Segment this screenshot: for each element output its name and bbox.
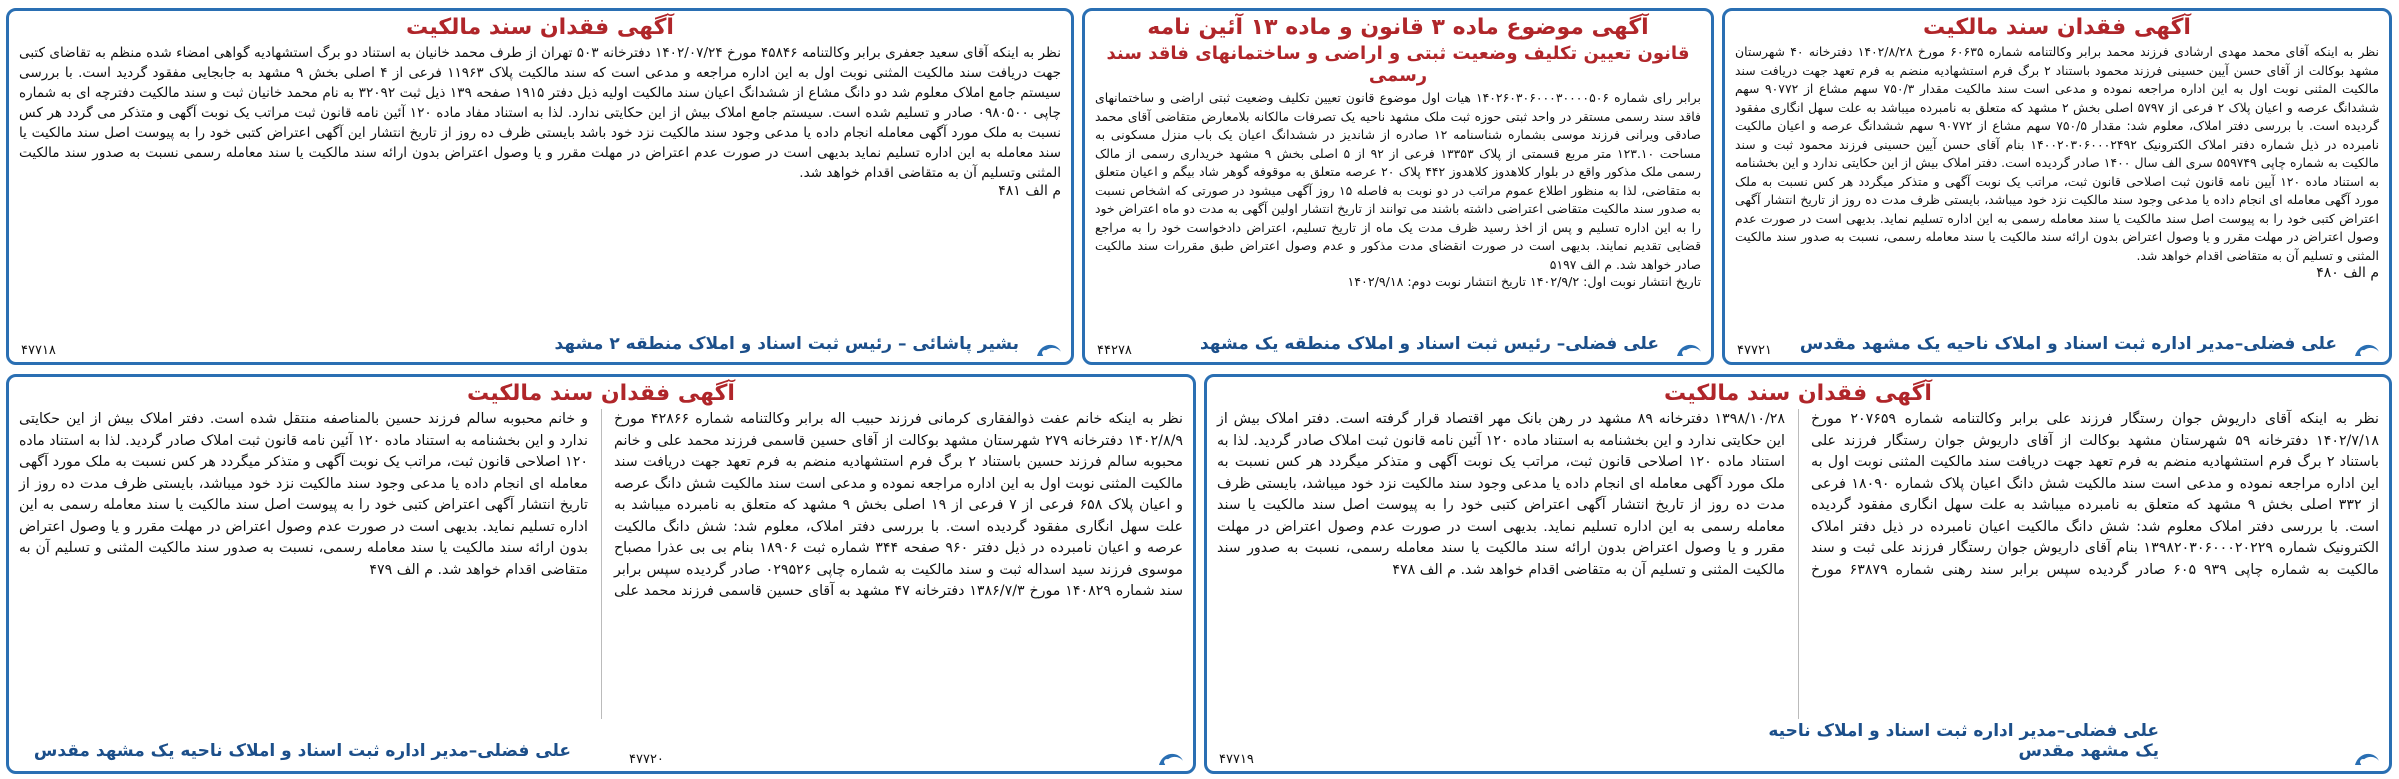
ad-title: آگهی فقدان سند مالکیت xyxy=(406,15,674,40)
swirl-ornament-icon xyxy=(1155,747,1187,769)
ad-title: آگهی فقدان سند مالکیت xyxy=(1664,381,1932,406)
ad-code: ۴۷۷۱۹ xyxy=(1219,752,1254,767)
ad-title: آگهی فقدان سند مالکیت xyxy=(1923,15,2191,40)
ad-body-text: برابر رای شماره ۱۴۰۲۶۰۳۰۶۰۰۰۳۰۰۰۰۵۰۶ هیات اول موضوع قانون تعیین تکلیف وضعیت ثبتی اراضی و ساختمانهای فاقد سند رسمی مستقر در واحد ثبتی حوزه ثبت ملک مشهد ناحیه یک تصرفات مالکانه بلامعارض متقاضی آقای محمد صادقی ویرانی فرزند موسی بشماره شناسنامه ۱۲ صادره از شاندیز در ششدانگ اعیان یک باب منزل مسکونی به مساحت ۱۲۳.۱۰ متر مربع قسمتی از پلاک ۱۳۳۵۳ فرعی از ۹۲ از ۵ اصلی بخش ۹ مشهد خریداری رسمی از مالک رسمی ملک مذکور واقع در بلوار کلاهدوز کلاهدوز ۴۴۲ پلاک ۲۰ عرصه متعلق به موقوفه گوهر شاد بیگم و اعیان متعلق به متقاضی، لذا به منظور اطلاع عموم مراتب در دو نوبت به فاصله ۱۵ روز آگهی میشود در صورتی که اشخاص نسبت به صدور سند مالکیت متقاضی اعتراضی داشته باشند می توانند از تاریخ انتشار اولین آگهی به مدت دو ماه اعتراض خود را به این اداره تسلیم و پس از اخذ رسید ظرف مدت یک ماه از تاریخ تسلیم، اعتراض دادخواست خود را به مراجع قضایی تقدیم نمایند. بدیهی است در صورت انقضای مدت مذکور و عدم وصول اعتراض طبق مقررات سند مالکیت صادر خواهد شد. م الف ۵۱۹۷ xyxy=(1095,90,1702,272)
ad-code: ۴۷۷۲۱ xyxy=(1737,343,1772,358)
ad-body-text: نظر به اینکه خانم عفت ذوالفقاری کرمانی فرزند حبیب اله برابر وکالتنامه شماره ۴۲۸۶۶ مورخ ۱۴۰۲/۸/۹ دفترخانه ۲۷۹ شهرستان مشهد بوکالت از آقای حسین قاسمی فرزند محمد علی و خانم محبوبه سالم فرزند حسین باستناد ۲ برگ فرم استشهادیه منضم به فرم تعهد جهت دریافت سند مالکیت المثنی نوبت اول به این اداره مراجعه نموده و مدعی است سند مالکیت شش دانگ عرصه و اعیان پلاک ۶۵۸ فرعی از ۷ فرعی از ۱۹ اصلی بخش ۹ مشهد که متعلق به نامبرده میباشد به علت سهل انگاری مفقود گردیده است. با بررسی دفتر املاک، معلوم شد: شش دانگ مالکیت عرصه و اعیان نامبرده در ذیل دفتر ۹۶۰ صفحه ۳۴۴ شماره ثبت ۱۸۹۰۶ بنام بی بی عذرا مصباح موسوی فرزند سید اسداله ثبت و سند مالکیت به شماره چاپی ۰۲۹۵۲۶ صادر گردیده سپس برابر سند شماره ۱۴۰۸۲۹ مورخ ۱۳۸۶/۷/۳ دفترخانه ۴۷ مشهد به آقای حسین قاسمی فرزند محمد علی و خانم محبوبه سالم فرزند حسین بالمناصفه منتقل شده است. دفتر املاک بیش از این حکایتی ندارد و این بخشنامه به استناد ماده ۱۲۰ آئین نامه قانون ثبت املاک صادر گردید. لذا به استناد ماده ۱۲۰ اصلاحی قانون ثبت، مراتب یک نوبت آگهی و متذکر میگردد هر کس نسبت به ملک مورد آگهی معامله ای انجام داده یا مدعی وجود سند مالکیت نزد خود میباشد، بایستی ظرف مدت ده روز از تاریخ انتشار آگهی اعتراض کتبی خود را به پیوست اصل سند مالکیت یا سند معامله رسمی به این اداره تسلیم نماید. بدیهی است در صورت عدم وصول اعتراض در مهلت مقرر و یا وصول اعتراض بدون ارائه سند مالکیت یا سند معامله رسمی، نسبت به صدور سند مالکیت المثنی و تسلیم آن به متقاضی اقدام خواهد شد. م الف ۴۷۹ xyxy=(19,411,1184,599)
swirl-ornament-icon xyxy=(1673,338,1705,360)
ad-subtitle: قانون تعیین تکلیف وضعیت ثبتی و اراضی و ساختمانهای فاقد سند رسمی xyxy=(1106,43,1690,86)
ad-signature: بشیر پاشائی – رئیس ثبت اسناد و املاک منطقه ۲ مشهد xyxy=(554,334,1019,354)
ad-body xyxy=(9,409,1193,719)
ad-title: آگهی فقدان سند مالکیت xyxy=(467,381,735,406)
ad-top-middle xyxy=(1082,8,1714,365)
ad-top-right xyxy=(1722,8,2392,365)
ad-ref: تاریخ انتشار نوبت اول: ۱۴۰۲/۹/۲ تاریخ انتشار نوبت دوم: ۱۴۰۲/۹/۱۸ xyxy=(1347,274,1701,289)
ad-bottom-left xyxy=(6,374,1196,774)
ad-body xyxy=(9,43,1071,183)
ad-body-text: نظر به اینکه آقای سعید جعفری برابر وکالتنامه ۴۵۸۴۶ مورخ ۱۴۰۲/۰۷/۲۴ دفترخانه ۵۰۳ تهران از طرف محمد خانیان به استناد دو برگ استشهادیه گواهی امضاء شده منظم به تقاضای کتبی جهت دریافت سند مالکیت المثنی نوبت اول به این اداره مراجعه و مدعی است که سند مالکیت پلاک ۱۱۹۶۳ فرعی از ۴ اصلی بخش ۹ مشهد به جابجایی مفقود گردید است. با بررسی سیستم جامع املاک معلوم شد دو دانگ مشاع از ششدانگ اعیان سند مالکیت اولیه ذیل دفتر ۱۹۱۵ صفحه ۱۳۹ ذیل ثبت ۳۲۰۹۲ به نام محمد خانیان ثبت و سند مالکیت دفترچه ای به شماره چاپی ۰۹۸۰۵۰۰ صادر و تسلیم شده است. سیستم جامع املاک بیش از این حکایتی ندارد. لذا به استناد مفاد ماده ۱۲۰ آئین نامه قانون ثبت مراتب یک نوبت آگهی و متذکر می گردد هر کس نسبت به ملک مورد آگهی معامله انجام داده یا مدعی وجود سند مالکیت نزد خود باشد بایستی ظرف ده روز از تاریخ انتشار این آگهی اعتراض کتبی خود را به پیوست اصل سند مالکیت یا سند معامله به این اداره تسلیم نماید بدیهی است در صورت عدم اعتراض در مهلت مقرر و یا وصول اعتراض بدون ارائه سند مالکیت یا سند معامله رسمی نسبت به صدور سند مالکیت المثنی وتسلیم آن به متقاضی اقدام خواهد شد. xyxy=(19,45,1062,181)
ad-body xyxy=(1085,89,1711,274)
ad-body-text: نظر به اینکه آقای داریوش جوان رستگار فرزند علی برابر وکالتنامه شماره ۲۰۷۶۵۹ مورخ ۱۴۰۲/۷/۱۸ دفترخانه ۵۹ شهرستان مشهد بوکالت از آقای داریوش جوان رستگار فرزند علی باستناد ۲ برگ فرم استشهادیه منضم به فرم تعهد جهت دریافت سند مالکیت المثنی نوبت اول به این اداره مراجعه نموده و مدعی است سند مالکیت شش دانگ اعیان پلاک شماره ۱۸۰۹۰ فرعی از ۳۳۲ اصلی بخش ۹ مشهد که متعلق به نامبرده میباشد به علت سهل انگاری مفقود گردیده است. با بررسی دفتر املاک معلوم شد: شش دانگ مالکیت اعیان نامبرده در ذیل دفتر املاک الکترونیک شماره ۱۳۹۸۲۰۳۰۶۰۰۰۲۰۲۲۹ بنام آقای داریوش جوان رستگار فرزند علی ثبت و سند مالکیت به شماره چاپی ۹۳۹ ۶۰۵ صادر گردیده سپس برابر سند رهنی شماره ۶۳۸۷۹ مورخ ۱۳۹۸/۱۰/۲۸ دفترخانه ۸۹ مشهد در رهن بانک مهر اقتصاد قرار گرفته است. دفتر املاک بیش از این حکایتی ندارد و این بخشنامه به استناد ماده ۱۲۰ آئین نامه قانون ثبت املاک صادر گردید. لذا به استناد ماده ۱۲۰ اصلاحی قانون ثبت، مراتب یک نوبت آگهی و متذکر میگردد هر کس نسبت به ملک مورد آگهی معامله ای انجام داده یا مدعی وجود سند مالکیت نزد خود میباشد، بایستی ظرف مدت ده روز از تاریخ انتشار آگهی اعتراض کتبی خود را به پیوست اصل سند مالکیت یا سند معامله رسمی به این اداره تسلیم نماید. بدیهی است در صورت عدم وصول اعتراض در مهلت مقرر و یا وصول اعتراض بدون ارائه سند مالکیت یا سند معامله رسمی، نسبت به صدور سند مالکیت المثنی و تسلیم آن به متقاضی اقدام خواهد شد. م الف ۴۷۸ xyxy=(1217,411,2379,578)
ad-code: ۴۷۷۱۸ xyxy=(21,343,56,358)
ad-bottom-right xyxy=(1204,374,2392,774)
ad-ref: م الف ۴۸۰ xyxy=(2316,265,2379,281)
ad-body xyxy=(1725,43,2389,265)
ad-title: آگهی موضوع ماده ۳ قانون و ماده ۱۳ آئین نامه xyxy=(1147,15,1649,40)
ad-signature: علی فضلی–مدیر اداره ثبت اسناد و املاک ناحیه یک مشهد مقدس xyxy=(1768,721,2159,761)
swirl-ornament-icon xyxy=(2351,747,2383,769)
ad-body-text: نظر به اینکه آقای محمد مهدی ارشادی فرزند محمد برابر وکالتنامه شماره ۶۰۶۳۵ مورخ ۱۴۰۲/۸/۲۸ دفترخانه ۴۰ شهرستان مشهد بوکالت از آقای حسن آیین حسینی فرزند محمود باستناد ۲ برگ فرم استشهادیه منضم به فرم تعهد جهت دریافت سند مالکیت المثنی نوبت اول به این اداره مراجعه نموده و مدعی است سند مالکیت مقدار ۷۵۰/۳ سهم مشاع از ۹۰۷۷۲ سهم ششدانگ عرصه و اعیان پلاک ۲ فرعی از ۵۷۹۷ اصلی بخش ۲ مشهد که متعلق به نامبرده میباشد به علت سهل انگاری مفقود گردیده است. با بررسی دفتر املاک، معلوم شد: مقدار ۷۵۰/۵ سهم مشاع از ۹۰۷۷۲ سهم ششدانگ عرصه و اعیان مالکیت نامبرده در ذیل شماره دفتر املاک الکترونیک ۱۴۰۰۲۰۳۰۶۰۰۰۲۴۹۲ بنام آقای حسن آیین حسینی فرزند محمود ثبت و سند مالکیت به شماره چاپی ۵۵۹۷۴۹ سری الف سال ۱۴۰۰ صادر گردیده است. دفتر املاک بیش از این حکایتی ندارد و این بخشنامه به استناد ماده ۱۲۰ آیین نامه قانون ثبت اصلاحی قانون ثبت، مراتب یک نوبت آگهی و متذکر میگردد هر کس نسبت به ملک مورد آگهی معامله ای انجام داده یا مدعی وجود سند مالکیت نزد خود میباشد، بایستی ظرف مدت ده روز از تاریخ انتشار آگهی اعتراض کتبی خود را به پیوست اصل سند مالکیت یا سند معامله رسمی به این اداره تسلیم نماید. بدیهی است در صورت عدم وصول اعتراض در مهلت مقرر و یا وصول اعتراض بدون ارائه سند مالکیت یا سند معامله رسمی، نسبت به صدور سند مالکیت المثنی و تسلیم آن به متقاضی اقدام خواهد شد. xyxy=(1735,44,2380,263)
ad-ref: م الف ۴۸۱ xyxy=(998,183,1061,199)
swirl-ornament-icon xyxy=(2351,338,2383,360)
ad-signature: علی فضلی–مدیر اداره ثبت اسناد و املاک ناحیه یک مشهد مقدس xyxy=(33,741,571,761)
swirl-ornament-icon xyxy=(1033,338,1065,360)
ad-code: ۴۷۷۲۰ xyxy=(629,752,664,767)
ad-top-left xyxy=(6,8,1074,365)
ad-body xyxy=(1207,409,2389,719)
ad-code: ۴۴۲۷۸ xyxy=(1097,343,1132,358)
ad-signature: علی فضلی– رئیس ثبت اسناد و املاک منطقه یک مشهد xyxy=(1199,334,1659,354)
ad-signature: علی فضلی–مدیر اداره ثبت اسناد و املاک ناحیه یک مشهد مقدس xyxy=(1799,334,2337,354)
